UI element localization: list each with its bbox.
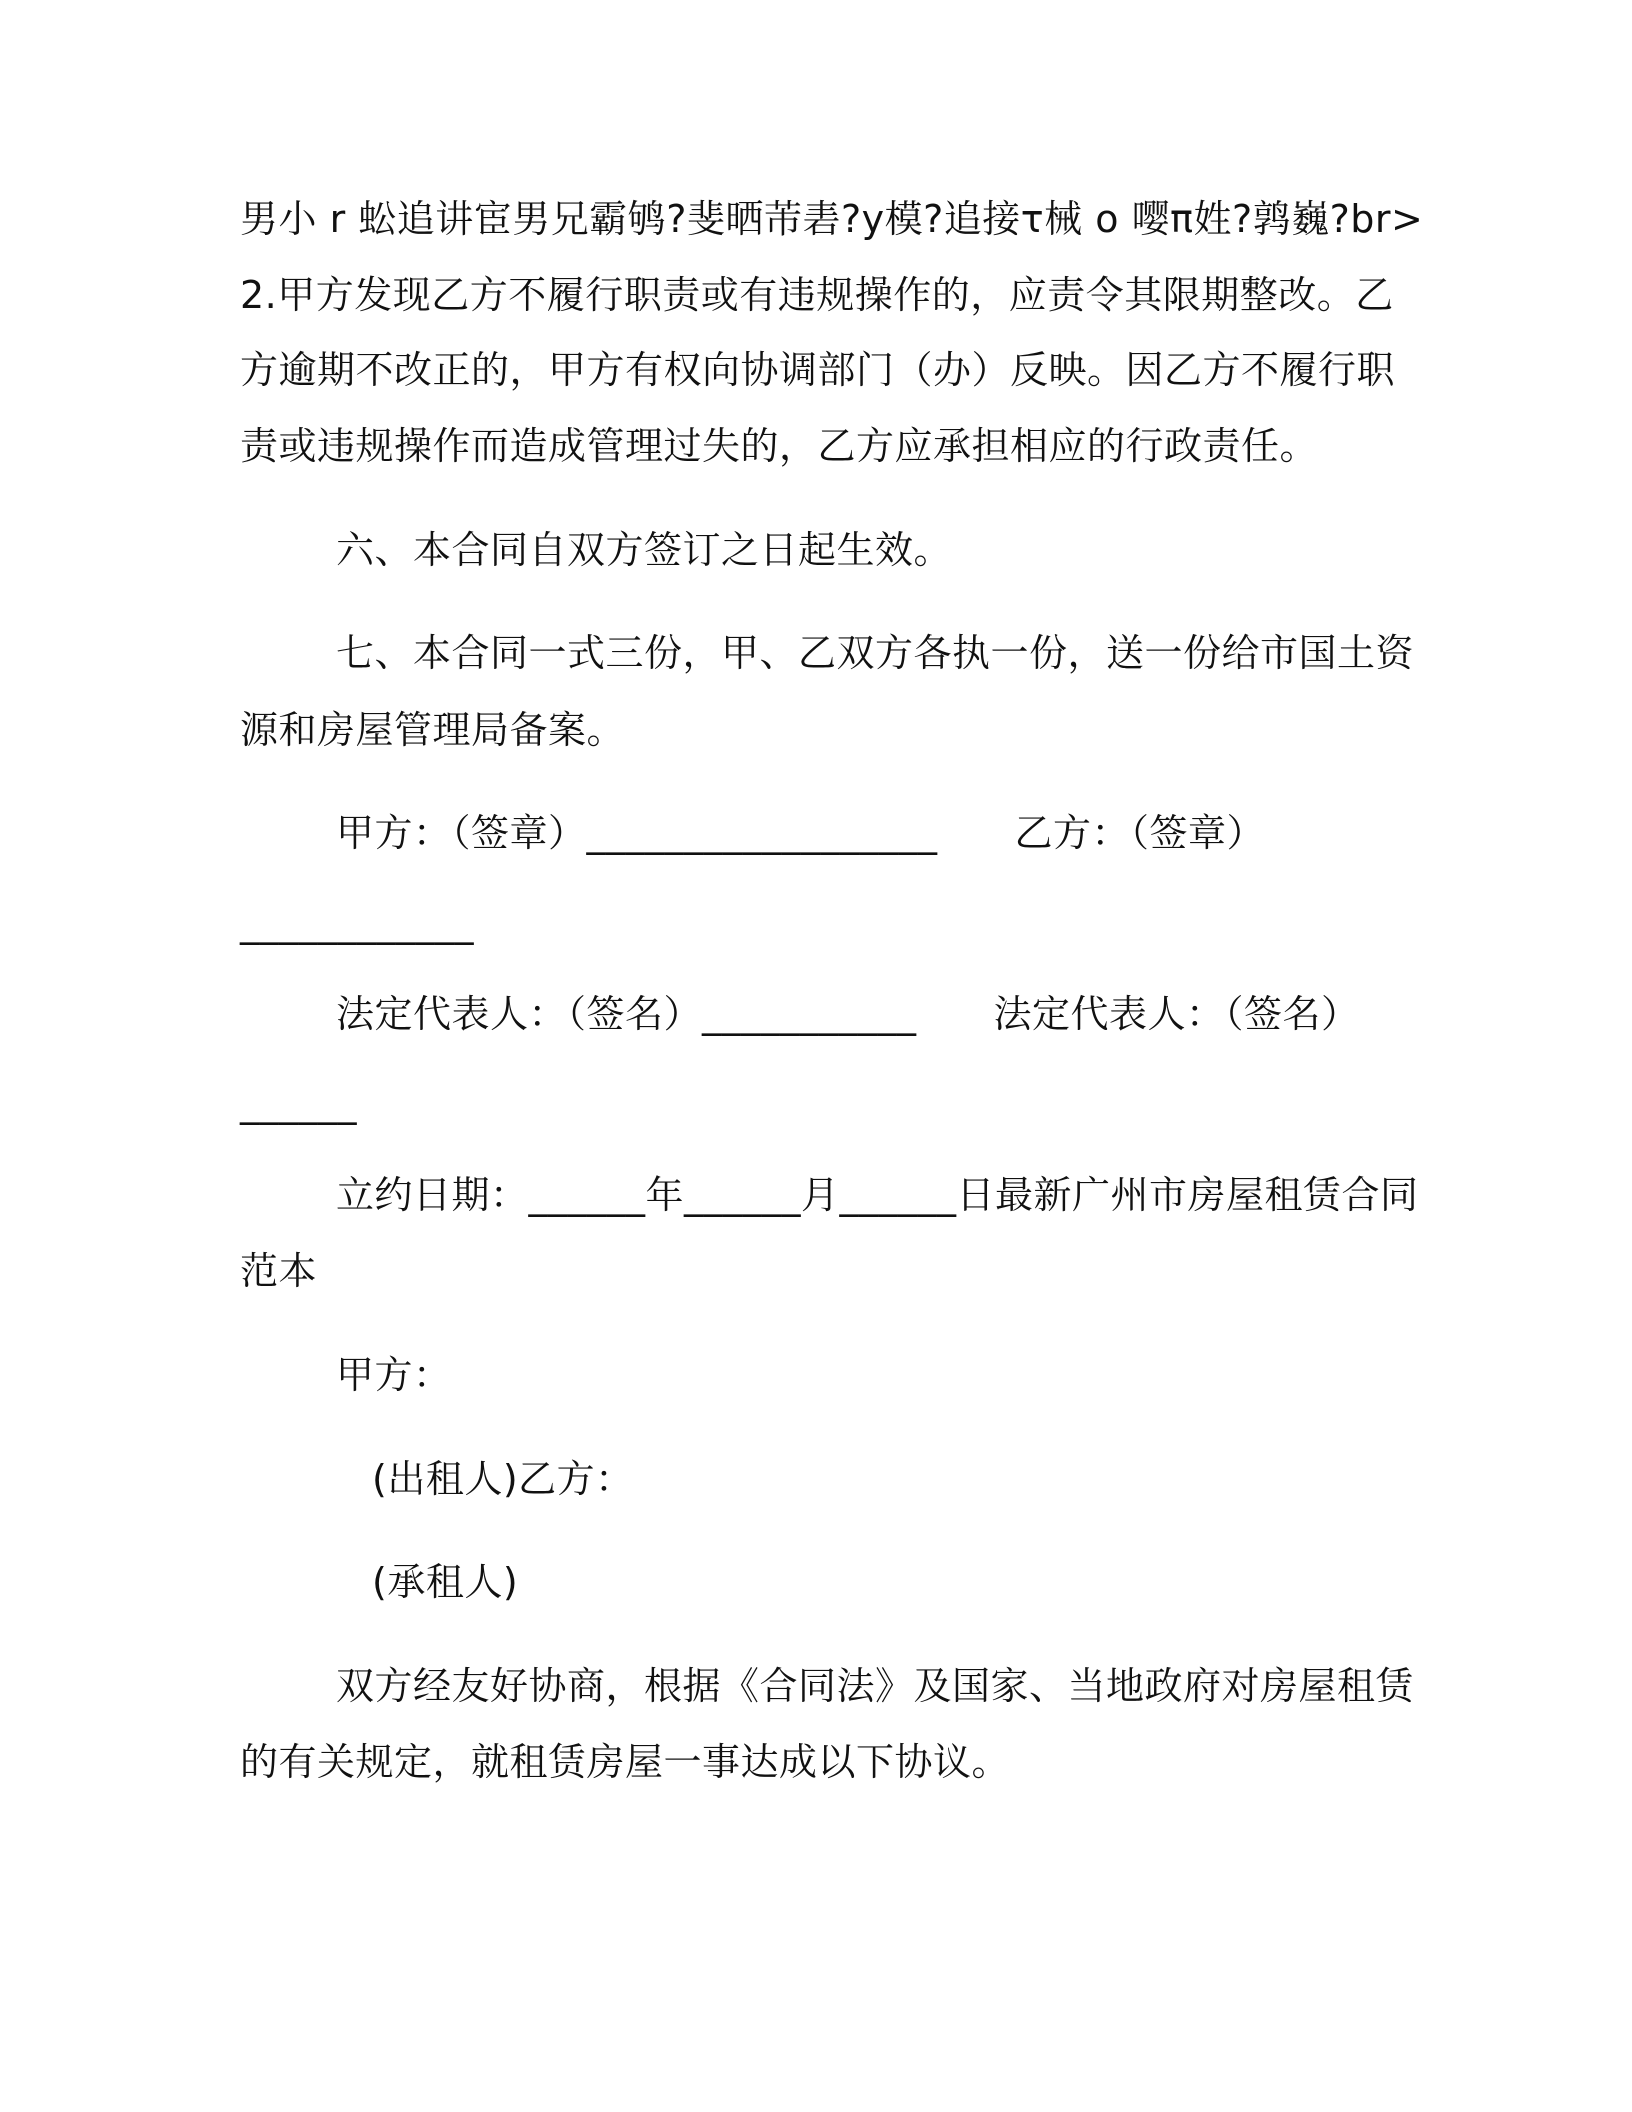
clause-6: 六、本合同自双方签订之日起生效。: [336, 528, 953, 572]
text-line-1: 男小 r 蚣追讲宦男兄霸鸲?斐晒芾砉?y模?追接τ械 o 嘤π姓?鹑巍?br>: [240, 197, 1424, 241]
agreement-intro-line-2: 的有关规定，就租赁房屋一事达成以下协议。: [240, 1740, 1011, 1784]
text-line-3: 方逾期不改正的，甲方有权向协调部门（办）反映。因乙方不履行职: [240, 348, 1396, 392]
agreement-intro-line-1: 双方经友好协商，根据《合同法》及国家、当地政府对房屋租赁: [336, 1664, 1415, 1708]
lessor-party-b-label: (出租人)乙方：: [372, 1457, 634, 1501]
legal-representative-line: 法定代表人：（签名）___________ 法定代表人：（签名）: [336, 992, 1360, 1036]
signature-party-blank: ____________: [240, 901, 474, 945]
text-line-2: 2.甲方发现乙方不履行职责或有违规操作的，应责令其限期整改。乙: [240, 273, 1394, 317]
text-line-4: 责或违规操作而造成管理过失的，乙方应承担相应的行政责任。: [240, 424, 1319, 468]
heading-continuation: 范本: [240, 1249, 318, 1293]
clause-7-line-2: 源和房屋管理局备案。: [240, 708, 626, 752]
party-a-label: 甲方：: [336, 1353, 452, 1397]
legal-representative-blank: ______: [240, 1081, 357, 1125]
signing-date-line: 立约日期：______年______月______日最新广州市房屋租赁合同: [336, 1173, 1419, 1217]
signature-party-line: 甲方：（签章）__________________ 乙方：（签章）: [336, 811, 1266, 855]
lessee-label: (承租人): [372, 1560, 519, 1604]
clause-7-line-1: 七、本合同一式三份，甲、乙双方各执一份，送一份给市国土资: [336, 631, 1415, 675]
